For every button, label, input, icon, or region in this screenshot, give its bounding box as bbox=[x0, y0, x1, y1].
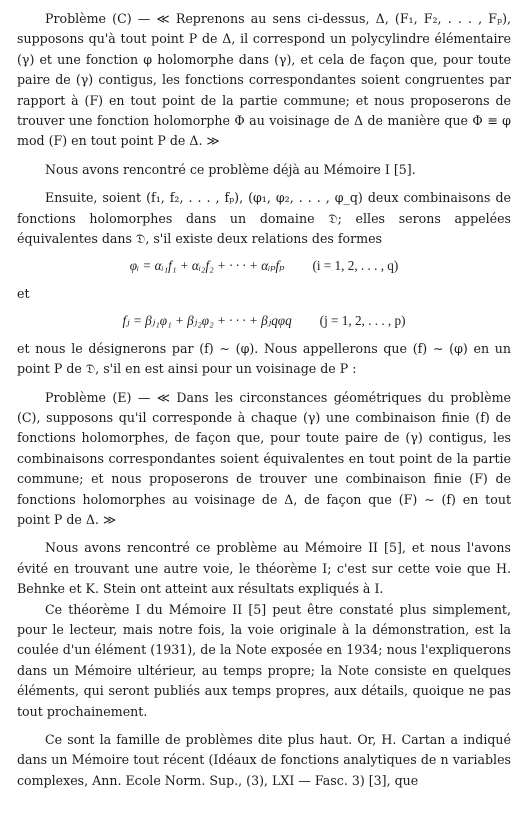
conjunction-et: et bbox=[17, 285, 30, 301]
equation-f bbox=[17, 311, 511, 331]
paragraph-memoire-i: Nous avons rencontré ce problème déjà au Mémoire I [5]. bbox=[45, 161, 416, 177]
paragraph-cartan: Ce sont la famille de problèmes dite plus haut. Or, H. Cartan a indiqué dans un Mémoire tout récent (Idéaux de fonctions analytiques de n variables complexes, Ann. Ecole Norm. Sup., (3), LXI — Fasc. 3) [3], que bbox=[17, 732, 511, 788]
equation-f-expr: fⱼ = βⱼ₁φ₁ + βⱼ₂φ₂ + · · · + βⱼqφq bbox=[122, 313, 292, 329]
equation-f-condition: (j = 1, 2, . . . , p) bbox=[319, 313, 406, 329]
paragraph-probleme-c: Problème (C) — ≪ Reprenons au sens ci-dessus, Δ, (F₁, F₂, . . . , Fₚ), supposons qu'à tout point P de Δ, il correspond un polycylindre élémentaire (γ) et une fonction φ holomorphe dans (γ), et cela de façon que, pour toute paire de (γ) contigus, les fonctions correspondantes soient congruentes par rapport à (F) en tout point de la partie commune; et nous proposerons de trouver une fonction holomorphe Φ au voisinage de Δ de manière que Φ ≡ φ mod (F) en tout point P de Δ. ≫ bbox=[17, 11, 511, 149]
paragraph-memoire-ii: Nous avons rencontré ce problème au Mémoire II [5], et nous l'avons évité en trouvant une autre voie, le théorème I; c'est sur cette voie que H. Behnke et K. Stein ont atteint aux résultats expliqués à I. bbox=[17, 540, 511, 597]
paragraph-combinaisons: Ensuite, soient (f₁, f₂, . . . , fₚ), (φ₁, φ₂, . . . , φ_q) deux combinaisons de fonctions holomorphes dans un domaine 𝔇; elles serons appelées équivalentes dans 𝔇, s'il existe deux relations des formes bbox=[17, 190, 511, 247]
equation-phi-expr: φᵢ = αᵢ₁f₁ + αᵢ₂f₂ + · · · + αᵢₚfₚ bbox=[129, 258, 285, 274]
paragraph-theoreme-i: Ce théorème I du Mémoire II [5] peut être constaté plus simplement, pour le lecteur, mais notre fois, la voie originale à la démonstration, est la coulée d'un élément (1931), de la Note exposée en 1934; nous l'expliquerons dans un Mémoire ultérieur, au temps propre; la Note consiste en quelques éléments, qui seront publiés aux temps propres, aux détails, quoique ne pas tout prochainement. bbox=[17, 601, 511, 719]
paragraph-equivalence: et nous le désignerons par (f) ∼ (φ). Nous appellerons que (f) ∼ (φ) en un point P de 𝔇, s'il en est ainsi pour un voisinage de P : bbox=[17, 340, 511, 377]
equation-phi-condition: (i = 1, 2, . . . , q) bbox=[312, 258, 399, 274]
paragraph-probleme-e: Problème (E) — ≪ Dans les circonstances géométriques du problème (C), supposons qu'il corresponde à chaque (γ) une combinaison finie (f) de fonctions holomorphes, de façon que, pour toute paire de (γ) contigus, les combinaisons correspondantes soient équivalentes en tout point de la partie commune; et nous proposerons de trouver une combinaison finie (F) de fonctions holomorphes au voisinage de Δ, de façon que (F) ∼ (f) en tout point P de Δ. ≫ bbox=[17, 389, 511, 527]
equation-phi bbox=[17, 256, 511, 276]
